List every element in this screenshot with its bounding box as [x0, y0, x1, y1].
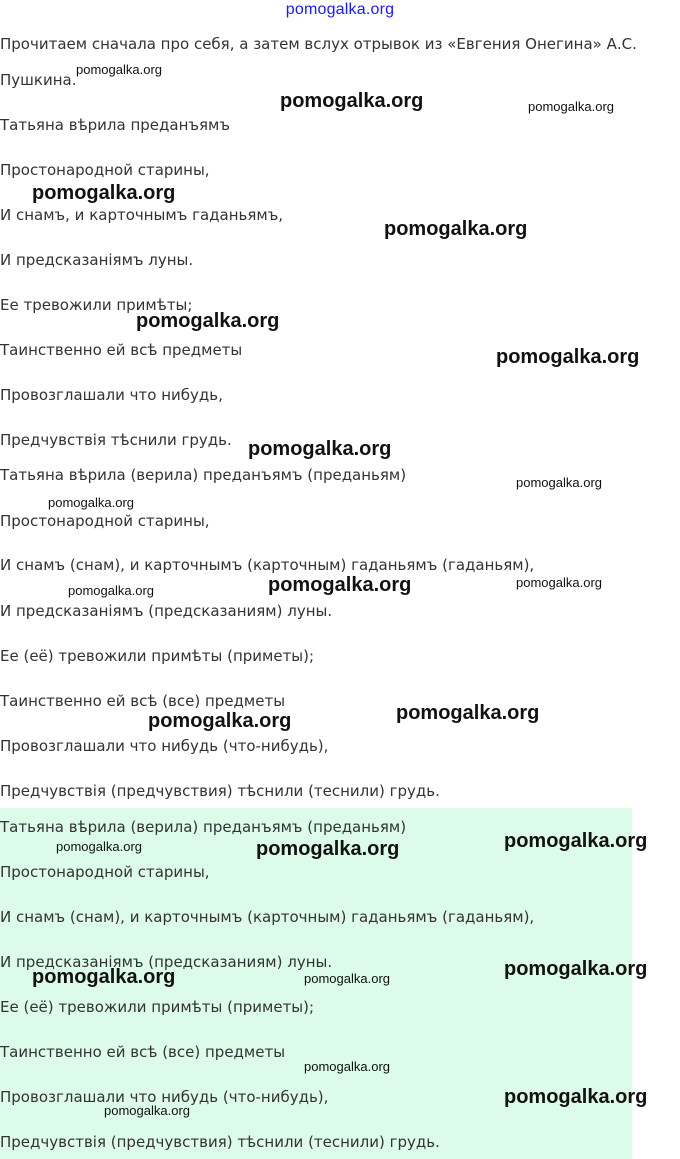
poem-line: Простонародной старины,: [0, 161, 210, 179]
watermark: pomogalka.org: [280, 90, 424, 112]
watermark: pomogalka.org: [504, 958, 648, 980]
poem-line: Ее (её) тревожили примѣты (приметы);: [0, 998, 315, 1016]
watermark: pomogalka.org: [248, 438, 392, 460]
poem-line: Ее тревожили примѣты;: [0, 296, 193, 314]
watermark: pomogalka.org: [384, 218, 528, 240]
watermark: pomogalka.org: [396, 702, 540, 724]
watermark: pomogalka.org: [528, 99, 614, 114]
poem-line: Предчувствія (предчувствия) тѣснили (теснили) грудь.: [0, 1133, 440, 1151]
poem-line: И предсказаніямъ луны.: [0, 251, 194, 269]
poem-line: Татьяна вѣрила (верила) преданъямъ (преданьям): [0, 818, 407, 836]
poem-line: Простонародной старины,: [0, 863, 210, 881]
watermark: pomogalka.org: [256, 838, 400, 860]
watermark: pomogalka.org: [504, 830, 648, 852]
poem-line: И предсказаніямъ (предсказаниям) луны.: [0, 602, 333, 620]
intro-line-1: Прочитаем сначала про себя, а затем вслух отрывок из «Евгения Онегина» А.С.: [0, 35, 637, 53]
watermark: pomogalka.org: [516, 475, 602, 490]
watermark: pomogalka.org: [516, 575, 602, 590]
watermark: pomogalka.org: [136, 310, 280, 332]
poem-line: Таинственно ей всѣ (все) предметы: [0, 1043, 286, 1061]
watermark: pomogalka.org: [32, 966, 176, 988]
watermark: pomogalka.org: [76, 62, 162, 77]
poem-line: Таинственно ей всѣ (все) предметы: [0, 692, 286, 710]
poem-line: Провозглашали что нибудь,: [0, 386, 223, 404]
poem-line: Предчувствія (предчувствия) тѣснили (теснили) грудь.: [0, 782, 440, 800]
watermark: pomogalka.org: [504, 1086, 648, 1108]
poem-line: И предсказаніямъ (предсказаниям) луны.: [0, 953, 333, 971]
poem-line: И снамъ, и карточнымъ гаданьямъ,: [0, 206, 284, 224]
poem-line: И снамъ (снам), и карточнымъ (карточным) гаданьямъ (гаданьям),: [0, 556, 535, 574]
poem-line: И снамъ (снам), и карточнымъ (карточным) гаданьямъ (гаданьям),: [0, 908, 535, 926]
watermark: pomogalka.org: [148, 710, 292, 732]
watermark: pomogalka.org: [304, 1059, 390, 1074]
site-logo[interactable]: pomogalka.org: [285, 1, 395, 18]
watermark: pomogalka.org: [104, 1103, 190, 1118]
poem-line: Татьяна вѣрила преданъямъ: [0, 116, 230, 134]
watermark: pomogalka.org: [32, 182, 176, 204]
poem-line: Простонародной старины,: [0, 512, 210, 530]
intro-line-2: Пушкина.: [0, 71, 77, 89]
watermark: pomogalka.org: [304, 971, 390, 986]
watermark: pomogalka.org: [268, 574, 412, 596]
poem-line: Таинственно ей всѣ предметы: [0, 341, 243, 359]
poem-line: Провозглашали что нибудь (что-нибудь),: [0, 1088, 329, 1106]
watermark: pomogalka.org: [48, 495, 134, 510]
poem-line: Провозглашали что нибудь (что-нибудь),: [0, 737, 329, 755]
poem-line: Татьяна вѣрила (верила) преданъямъ (преданьям): [0, 466, 407, 484]
poem-line: Предчувствія тѣснили грудь.: [0, 431, 232, 449]
poem-line: Ее (её) тревожили примѣты (приметы);: [0, 647, 315, 665]
watermark: pomogalka.org: [496, 346, 640, 368]
watermark: pomogalka.org: [68, 583, 154, 598]
watermark: pomogalka.org: [56, 839, 142, 854]
